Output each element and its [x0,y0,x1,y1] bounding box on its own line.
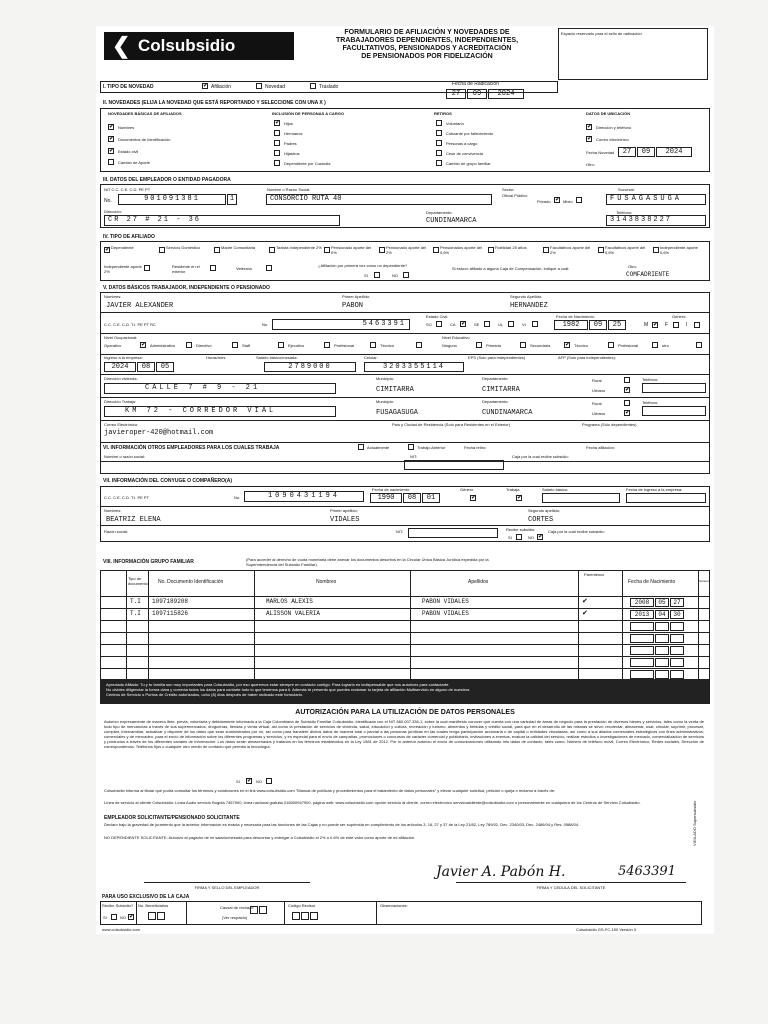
spouse-subsidio-no-checkbox[interactable]: ✔ [538,534,544,540]
caja-beneficiarios-field[interactable] [148,912,166,920]
tipo-afiliado-checkbox[interactable] [433,247,439,253]
authorization-body: Autorizo expresamente de manera libre, previa, voluntaria y debidamente informada a la Caja Colombiana de Subsidio Familiar Colsubsidio, identificada con el NIT 860.007.336-1, sobre la cual manifiesto conocer que cuenta con una variedad de áreas de negocio para la prestación de diversos bienes y servicios, tales como la venta de todo tipo de mercancías a través de sus supermercados, droguerías, tiendas y venta virtual, así como la prestación de servicios de vivienda, salud, educación y cultura, recreación y turismo, alimentos y bebidas y crédito social, para que en el desarrollo de las mismas se sirva: recolectar, almacenar, usar, circular, suprimir, procesar, compilar, intercambiar, actualizar y disponer de los datos que sean suministrados por mí, así como para transferir dichos datos de manera total o parcial a las personas jurídicas en las cuales tenga participación accionaria o de capital o entidades vinculadas, así como a sus aliados comerciales estratégicos con fines administrativos, comerciales y de mercadeo, para el envío de información sobre los diferentes programas y servicios, y en especial para el envío de campañas, promociones o concursos de carácter comercial y publicitario, invitaciones a eventos, evaluar la calidad del servicio, realizar estudios o investigaciones de mercado, comercialización de servicios y productos a través de los diferentes canales de información. Los datos serán almacenados y tratados en los términos establecidos en la Ley 1581 de 2012. Por lo anterior autorizo el envío de comunicaciones utilizando mis datos de contacto, tales como: Número de teléfono móvil, Correo Electrónico, Redes sociales, Dirección de correspondencia, Teléfonos fijos o cualquier otro medio de contacto que permita la tecnología. [104,719,704,749]
other-employer-nit[interactable] [404,460,504,470]
genero-label: F [665,322,669,328]
spouse-last-name-2[interactable]: CORTES [528,516,554,524]
tipo-afiliado-checkbox[interactable] [269,247,275,253]
veterano-checkbox[interactable] [266,265,272,271]
estado-civil-row [426,321,546,331]
section-v-label: V. DATOS BÁSICOS TRABAJADOR, INDEPENDIENTE O PENSIONADO [103,285,270,291]
nivel-ocupacional-label: Operativo [104,343,122,348]
residente-exterior-checkbox[interactable] [210,265,216,271]
hijastros-checkbox[interactable] [274,150,280,156]
padres-checkbox[interactable] [274,140,280,146]
genero-checkbox[interactable] [694,322,700,328]
family-apellidos[interactable]: PABON VIDALES [422,598,469,605]
nivel-ocupacional-checkbox[interactable]: ✔ [141,342,147,348]
employer-nit[interactable]: 901091381 1 [118,194,238,205]
home-urban-checkbox[interactable]: ✔ [625,387,631,393]
footer-version: Colsubsidio GS-FC-190 Versión 3 [576,927,637,932]
family-row [100,644,710,656]
tipo-afiliado-label: Pensionados aporte del 0,6% [440,245,483,255]
employer-address-field[interactable]: CR 27 # 21 - 36 [104,215,340,226]
worker-first-names[interactable]: JAVIER ALEXANDER [106,302,174,310]
parentesco-check-icon: ✔ [582,610,588,617]
custodia-checkbox[interactable] [274,160,280,166]
documentos-checkbox[interactable]: ✔ [109,136,115,142]
estado-civil-label: CA [450,322,456,327]
section-iv-label: IV. TIPO DE AFILIADO [103,234,155,240]
employer-department-field[interactable]: CUNDINAMARCA [426,217,477,225]
estado-civil-label: UL [498,322,504,327]
nivel-educativo-label: Ninguno [442,343,457,348]
worker-salary-field[interactable]: 2789000 [264,362,356,372]
afiliacion-checkbox[interactable]: ✔ [203,83,209,89]
authorization-title: AUTORIZACIÓN PARA LA UTILIZACIÓN DE DATOS PERSONALES [295,709,515,716]
nivel-ocupacional-checkbox[interactable] [416,342,422,348]
employer-declaration: Declaro bajo la gravedad de juramento que la anterior información es exacta y necesaria para las funciones de las Cajas y no puede ser suprimida en cumplimiento de los artículos 3, 16, 27 y 37 de la Ley 21/82, Ley 789/02, Dec. 2340/03, Dec. 2486/04 y Res. 0588/04. [104,822,580,827]
retiro-fallecimiento-checkbox[interactable] [436,130,442,136]
family-birthdate[interactable] [630,634,685,643]
family-doc[interactable]: 1097115826 [152,610,189,617]
retiro-convivencia-checkbox[interactable] [436,150,442,156]
sucursal-field[interactable]: FUSAGASUGA [606,194,706,205]
family-birthdate[interactable]: 2013 04 30 [630,610,685,619]
family-tipo[interactable]: T.I [130,598,141,605]
nivel-ocupacional-label: Profesional [334,343,355,348]
form-title: FORMULARIO DE AFILIACIÓN Y NOVEDADES DE TRABAJADORES DEPENDIENTES, INDEPENDIENTES, FACULTATIVOS, PENSIONADOS Y ACREDITACIÓN DE PENSIONADOS POR FIDELIZACIÓN [335,29,519,60]
tipo-afiliado-checkbox[interactable]: ✔ [105,247,111,253]
nivel-ocupacional-checkbox[interactable] [186,342,192,348]
family-birthdate[interactable] [630,646,685,655]
nivel-ocupacional-checkbox[interactable] [232,342,238,348]
fecha-radicacion[interactable]: 27 09 2024 [446,89,525,99]
nivel-educativo-label: Secundaria [530,343,551,348]
retiro-voluntario-checkbox[interactable] [436,120,442,126]
family-apellidos[interactable]: PABON VIDALES [422,610,469,617]
work-rural-checkbox[interactable] [624,400,630,406]
genero-label: M [644,322,649,328]
home-phone-field[interactable] [642,383,706,393]
caja-codigo-field[interactable] [292,912,319,920]
retiro-personas-checkbox[interactable] [436,140,442,146]
form-sheet: ❮ Colsubsidio FORMULARIO DE AFILIACIÓN Y NOVEDADES DE TRABAJADORES DEPENDIENTES, INDEPENDIENTES, FACULTATIVOS, PENSIONADOS Y ACREDITACIÓN DE PENSIONADOS POR FIDELIZACIÓN Espacio reservado para el sello de radicación I. TIPO DE NOVEDAD ✔ Afiliación Novedad Traslado Fecha de Radicación 27 09 2024 II. NOVEDADES (ELIJA LA NOVEDAD QUE ESTÁ REPORTANDO Y SELECCIONE CON UNA X ) NOVEDADES BÁSICAS DE AFILIADOS INCLUSIÓN DE PERSONAS A CARGO RETIROS DATOS DE UBICACIÓN ✔ Nombres ✔ Documentos de Identificación ✔ Estado civil Cambio de Aporte ✔ Hijos Hermanos Padres Hijastros Dependiente por Custodia Voluntario Cotizante por fallecimiento Personas a cargo Cese de convivencia Cambio de grupo familiar ✔ Dirección y teléfono ✔ Correo electrónico Otro: Fecha Novedad 27 09 2024 III. DATOS DEL EMPLEADOR O ENTIDAD PAGADORA NIT C.C. C.E. C.D. PE PT No. 901091381 1 Nombre o Razón Social: CONSORCIO RUTA 40 Sector: Oficial Público Privado ✔ Mixto Sucursal: FUSAGASUGA Dirección: CR 27 # 21 - 36 Departamento: CUNDINAMARCA Teléfono: 3143838227 IV. TIPO DE AFILIADO Dependiente ✔ Servicio Doméstico Madre Comunitaria Taxista Independiente 2% Pensionado aporte del 0% Pensionado aporte del 2% Pensionados aporte del 0,6% Fidelidad 25 años Facultativos aporte del 2% Facultativos aporte del 0,6% Independiente aporte 0,6% Independiente aporte 2% Residente en el exterior Veterano ¿Afiliación por primera vez como no dependiente? SI NO Si estuvo afiliado a alguna Caja de Compensación, indique a cuál: Otro: COMFADRIENTE V. DATOS BÁSICOS TRABAJADOR, INDEPENDIENTE O PENSIONADO Nombres: JAVIER ALEXANDER Primer Apellido: PABON Segundo Apellido: HERNANDEZ C.C. C.E. C.D. T.I. PE PT RC No. 5463391 Estado Civil: SO CA ✔ SE UL VI Fecha de Nacimiento: 1982 09 25 Género: M ✔ F I Nivel Ocupacional: Operativo ✔ Administrativo Directivo Staff Ejecutivo Profesional Técnico Nivel Educativo Ninguno Primaria Secundaria ✔ Técnico Profesional otro Ingreso a la empresa: 2024 08 05 Horas/mes Salario básico/mesada: 2789000 Celular: 3203355114 EPS (Solo para independientes) AFP (Solo para independientes): Dirección vivienda: CALLE 7 # 9 - 21 Municipio: CIMITARRA Departamento: CIMITARRA Rural Urbano ✔ Teléfono: Dirección Trabajo: KM 72 - CORREDOR VIAL Municipio: FUSAGASUGA Departamento: CUNDINAMARCA Rural Urbano ✔ Teléfono: Correo Electrónico: javieroper-420@hotmail.com País y Ciudad de Residencia (Solo para Residentes en el Exterior) Programa (Sólo dependientes) VI. INFORMACIÓN OTROS EMPLEADORES PARA LOS CUALES TRABAJA Actualmente Trabajo Anterior Fecha retiro: Fecha afiliación: Nombre o razón social: NIT: Caja por la cual recibe subsidio: VII. INFORMACIÓN DEL CONYUGE O COMPAÑERO(A) C.C. C.E. C.D. T.I. PE PT No. 1090431194 Fecha de nacimiento: 1990 08 01 Género ✔ Trabaja ✔ Salario básico: Fecha de ingreso a la empresa: Nombres: BEATRIZ ELENA Primer apellido: VIDALES Segundo apellido: CORTES Razón social: NIT: Recibe subsidio: SI NO ✔ Caja por la cual recibe subsidio: VIII. INFORMACIÓN GRUPO FAMILIAR (Para acceder al derecho de cuota monetaria debe anexar los documentos descritos en la Circular Única Básica Jurídica expedida por la Superintendencia del Subsidio Familiar). Tipo de documento No. Documento Identificación Nombres Apellidos Parentesco Fecha de Nacimiento Género 2008 05 27 T.I 1097189208 MARLOS ALEXIS PABON VIDALES ✔ 2013 04 30 T.I 1097115826 ALISSON VALERIA PABON VIDALES ✔ Apreciado Afiliado: Tu y tu familia son muy importantes para Colsubsidio, por eso queremos estar siempre en contacto contigo. Para lograrlo es indispensable que nos autorices para contactarte. No olvides diligenciar la forma clara y correcta todos los datos para contarte todo lo que tenemos para ti. Además te presento que puedes reclamar tu tarjeta de afiliación Multiservicio en alguno de nuestros Centros de Servicio o Puntos de Crédito autorizados, ocho (8) días después de haber radicado este formulario. AUTORIZACIÓN PARA LA UTILIZACIÓN DE DATOS PERSONALES Autorizo expresamente de manera libre, previa, voluntaria y debidamente informada a la Caja Colombiana de Subsidio Familiar Colsubsidio, identificada con el NIT 860.007.336-1, sobre la cual manifiesto conocer que cuenta con una variedad de áreas de negocio para la prestación de diversos bienes y servicios, tales como la venta de todo tipo de mercancías a través de sus supermercados, droguerías, tiendas y venta virtual, así como la prestación de servicios de vivienda, salud, educación y cultura, recreación y turismo, alimentos y bebidas y crédito social, para que en el desarrollo de las mismas se sirva: recolectar, almacenar, usar, circular, suprimir, procesar, compilar, intercambiar, actualizar y disponer de los datos que sean suministrados por mí, así como para transferir dichos datos de manera total o parcial a las personas jurídicas en las cuales tenga participación accionaria o de capital o entidades vinculadas, así como a sus aliados comerciales estratégicos con fines administrativos, comerciales y de mercadeo, para el envío de información sobre los diferentes programas y servicios, y en especial para el envío de campañas, promociones o concursos de carácter comercial y publicitario, invitaciones a eventos, evaluar la calidad del servicio, realizar estudios o investigaciones de mercado, comercialización de servicios y productos a través de los diferentes canales de información. Los datos serán almacenados y tratados en los términos establecidos en la Ley 1581 de 2012. Por lo anterior autorizo el envío de comunicaciones utilizando mis datos de contacto, tales como: Número de teléfono móvil, Correo Electrónico, Redes sociales, Dirección de correspondencia, Teléfonos fijos o cualquier otro medio de contacto que permita la tecnología. SI ✔ NO Colsubsidio informa al titular que podrá consultar los términos y condiciones en el link www.colsubsidio.com "Manual de políticas y procedimientos para el tratamiento de datos personales" y elevar cualquier solicitud, petición o queja o reclamo a través de: Línea de servicio al cliente Colsubsidio: Línea Audio servicio Bogotá 7457900, línea nacional gratuita 018000947900, página web: www.colsubsidio.com opción servicio al cliente, correo electrónico servicioalcliente@colsubsidio.com o personalmente en cualquiera de los Centros de Servicio Colsubsidio. EMPLEADOR SOLICITANTE/PENSIONADO SOLICITANTE Declaro bajo la gravedad de juramento que la anterior información es exacta y necesaria para las funciones de las Cajas y no puede ser suprimida en cumplimiento de los artículos 3, 16, 27 y 37 de la Ley 21/82, Ley 789/02, Dec. 2340/03, Dec. 2486/04 y Res. 0588/04. NO DEPENDIENTE SOLICITANTE: Autorizo al pagador de mi salario/mesada para descontar y entregar a Colsubsidio el 2% o 0.6% de este valor como aporte de mi afiliación. FIRMA Y SELLO DEL EMPLEADOR Javier A. Pabón H. 5463391 FIRMA Y CEDULA DEL SOLICITANTE PARA USO EXCLUSIVO DE LA CAJA Recibe Subsidio? SI NO ✔ No. Beneficiarios Causal de rechazo (Ver respaldo) Código Revisor Observaciones: www.colsubsidio.com Colsubsidio GS-FC-190 Versión 3 VIGILADO Supersubsidio [96,26,714,934]
work-municipality[interactable]: FUSAGASUGA [376,409,419,417]
novedad-checkbox[interactable] [256,83,262,89]
spouse-first-names[interactable]: BEATRIZ ELENA [106,516,161,524]
estado-civil-label: SE [474,322,480,327]
nivel-ocupacional-label: Staff [242,343,251,348]
nivel-educativo-checkbox[interactable] [696,342,702,348]
genero-row [644,321,708,331]
independiente-2-checkbox[interactable] [144,265,150,271]
trabajo-anterior-checkbox[interactable] [408,444,414,450]
contact-notice: Apreciado Afiliado: Tu y tu familia son muy importantes para Colsubsidio, por eso queremos estar siempre en contacto contigo. Para lograrlo es indispensable que nos autorices para contactarte. No olvides diligenciar la forma clara y correcta todos los datos para contarte todo lo que tenemos para ti. Además te presento que puedes reclamar tu tarjeta de afiliación Multiservicio en alguno de nuestros Centros de Servicio o Puntos de Crédito autorizados, ocho (8) días después de haber radicado este formulario. [100,680,710,704]
first-time-no-checkbox[interactable] [403,272,409,278]
estado-civil-checkbox[interactable] [508,321,514,327]
section-i-label: I. TIPO DE NOVEDAD [103,84,154,90]
tipo-afiliado-checkbox[interactable] [598,247,604,253]
family-birthdate[interactable] [630,658,685,667]
worker-birthdate[interactable]: 1982 09 25 [554,320,627,330]
tipo-afiliado-label: Taxista Independiente 2% [276,245,322,250]
tipo-afiliado-label: Facultativos aporte del 0,6% [605,245,646,255]
spouse-subsidio-si-checkbox[interactable] [516,534,522,540]
footer-url: www.colsubsidio.com [102,927,141,932]
home-rural-checkbox[interactable] [624,377,630,383]
tipo-afiliado-label: Madre Comunitaria [221,245,256,250]
authorization-policy: Colsubsidio informa al titular que podrá consultar los términos y condiciones en el link www.colsubsidio.com "Manual de políticas y procedimientos para el tratamiento de datos personales" y elevar cualquier solicitud, petición o queja o reclamo a través de: [104,788,556,793]
fecha-radicacion-label: Fecha de Radicación [452,81,499,87]
nivel-educativo-label: Primaria [486,343,501,348]
nivel-educativo-label: Técnico [574,343,589,348]
home-address-field[interactable]: CALLE 7 # 9 - 21 [104,383,336,394]
tipo-afiliado-label: Pensionado aporte del 0% [331,245,372,255]
estado-civil-checkbox[interactable]: ✔ [461,321,467,327]
colsubsidio-logo [104,32,294,60]
hijos-checkbox[interactable]: ✔ [275,120,281,126]
correo-checkbox[interactable]: ✔ [587,136,593,142]
spouse-employer-nit[interactable] [408,528,498,538]
nombres-checkbox[interactable]: ✔ [109,124,115,130]
nivel-ocupacional-label: Técnico [380,343,395,348]
estado-civil-checkbox[interactable]: ✔ [109,148,115,154]
logo-mark-icon: ❮ [112,33,131,58]
family-tipo[interactable]: T.I [130,610,141,617]
tipo-afiliado-label: Fidelidad 25 años [495,245,527,250]
nivel-educativo-checkbox[interactable]: ✔ [565,342,571,348]
spouse-genero-f-checkbox[interactable]: ✔ [471,495,477,501]
family-row [100,668,710,680]
worker-email-field[interactable]: javieroper-420@hotmail.com [104,429,214,437]
worker-start-date[interactable]: 2024 08 05 [104,362,175,372]
home-department[interactable]: CIMITARRA [482,386,520,394]
estado-civil-checkbox[interactable] [484,321,490,327]
caja-recibe-no-checkbox[interactable]: ✔ [129,914,135,920]
family-nombres[interactable]: ALISSON VALERIA [266,610,321,617]
section-vii-label: VII. INFORMACIÓN DEL CONYUGE O COMPAÑERO(A) [103,478,232,484]
family-birthdate[interactable] [630,622,685,631]
family-row [100,608,710,620]
employer-phone-field[interactable]: 3143838227 [606,215,706,226]
traslado-checkbox[interactable] [310,83,316,89]
family-birthdate[interactable] [630,670,685,679]
spouse-birthdate[interactable]: 1990 08 01 [370,493,441,503]
authorization-no-checkbox[interactable] [266,778,272,784]
logo-text: Colsubsidio [138,36,236,55]
applicant-signature-cc: 5463391 [618,864,676,879]
applicant-signature: Javier A. Pabón H. [436,864,566,880]
parentesco-check-icon: ✔ [582,598,588,605]
genero-checkbox[interactable] [673,322,679,328]
sector-mixto-checkbox[interactable] [576,197,582,203]
applicant-signature-label: FIRMA Y CEDULA DEL SOLICITANTE [536,885,606,890]
family-doc[interactable]: 1097189208 [152,598,189,605]
genero-checkbox[interactable]: ✔ [653,322,659,328]
nivel-ocupacional-checkbox[interactable] [278,342,284,348]
section-iii-label: III. DATOS DEL EMPLEADOR O ENTIDAD PAGADORA [103,177,231,183]
worker-last-name-1[interactable]: PABON [342,302,364,310]
authorization-channels: Línea de servicio al cliente Colsubsidio: Línea Audio servicio Bogotá 7457900, línea nacional gratuita 018000947900, página web: www.colsubsidio.com opción servicio al cliente, correo electrónico servicioalcliente@colsubsidio.com o personalmente en cualquiera de los Centros de Servicio Colsubsidio. [104,800,641,805]
family-row [100,656,710,668]
employer-declaration-title: EMPLEADOR SOLICITANTE/PENSIONADO SOLICITANTE [104,815,240,821]
family-rows [100,596,710,680]
nivel-educativo-checkbox[interactable] [476,342,482,348]
section-ii-label: II. NOVEDADES (ELIJA LA NOVEDAD QUE ESTÁ REPORTANDO Y SELECCIONE CON UNA X ) [103,100,326,106]
actualmente-checkbox[interactable] [358,444,364,450]
family-row [100,596,710,608]
direccion-telefono-checkbox[interactable]: ✔ [587,124,593,130]
work-department[interactable]: CUNDINAMARCA [482,409,533,417]
home-municipality[interactable]: CIMITARRA [376,386,414,394]
tipo-afiliado-checkbox[interactable] [653,247,659,253]
nivel-ocupacional-label: Ejecutivo [288,343,305,348]
worker-document-field[interactable]: 5463391 [272,319,410,330]
dependent-declaration: NO DEPENDIENTE SOLICITANTE: Autorizo al pagador de mi salario/mesada para descontar y entregar a Colsubsidio el 2% o 0.6% de este valor como aporte de mi afiliación. [104,835,416,840]
nivel-ocupacional-label: Directivo [196,343,212,348]
nivel-educativo-checkbox[interactable] [608,342,614,348]
spouse-last-name-1[interactable]: VIDALES [330,516,360,524]
section-viii-note: (Para acceder al derecho de cuota monetaria debe anexar los documentos descritos en la Circular Única Básica Jurídica expedida por la Superintendencia del Subsidio Familiar). [246,557,489,567]
employer-name-field[interactable]: CONSORCIO RUTA 40 [266,194,492,205]
tipo-afiliado-checkbox[interactable] [159,247,165,253]
radicacion-stamp-box: Espacio reservado para el sello de radicación [558,28,708,80]
work-urban-checkbox[interactable]: ✔ [625,410,631,416]
otra-caja-value[interactable]: COMFADRIENTE [626,271,670,278]
sector-privado-checkbox[interactable]: ✔ [555,197,561,203]
genero-label: I [686,322,688,328]
tipo-afiliado-checkbox[interactable] [488,247,494,253]
tipo-afiliado-label: Independiente aporte 0,6% [660,245,698,255]
worker-mobile-field[interactable]: 3203355114 [364,362,464,372]
nivel-ocupacional-checkbox[interactable] [324,342,330,348]
nivel-educativo-label: otro [662,343,669,348]
cambio-aporte-checkbox[interactable] [108,159,114,165]
nivel-educativo-checkbox[interactable] [652,342,658,348]
tipo-afiliado-label: Facultativos aporte del 2% [550,245,591,255]
spouse-document-field[interactable]: 1090431194 [244,491,364,502]
nivel-ocupacional-checkbox[interactable] [370,342,376,348]
tipo-afiliado-checkbox[interactable] [324,247,330,253]
tipo-afiliado-checkbox[interactable] [379,247,385,253]
vigilado-label: VIGILADO Supersubsidio [692,800,697,846]
estado-civil-label: VI [522,322,526,327]
caja-causal-field[interactable] [250,906,268,914]
fecha-novedad[interactable]: 27 09 2024 [618,147,693,157]
tipo-afiliado-label: Pensionado aporte del 2% [386,245,427,255]
authorization-si-checkbox[interactable]: ✔ [247,778,253,784]
spouse-trabaja-no-checkbox[interactable]: ✔ [517,495,523,501]
spouse-start-date[interactable] [626,493,706,503]
tipo-afiliado-label: Servicio Doméstico [166,245,201,250]
tipo-afiliado-label: Dependiente [111,245,134,250]
first-time-si-checkbox[interactable] [374,272,380,278]
tipo-afiliado-row [104,245,708,259]
work-address-field[interactable]: KM 72 - CORREDOR VIAL [104,406,336,417]
tipo-afiliado-checkbox[interactable] [543,247,549,253]
caja-recibe-si-checkbox[interactable] [111,914,117,920]
family-row [100,632,710,644]
nivel-educativo-label: Profesional [618,343,639,348]
work-phone-field[interactable] [642,406,706,416]
estado-civil-checkbox[interactable] [436,321,442,327]
estado-civil-label: SO [426,322,432,327]
family-row [100,620,710,632]
worker-last-name-2[interactable]: HERNANDEZ [510,302,548,310]
estado-civil-checkbox[interactable] [532,321,538,327]
caja-use-label: PARA USO EXCLUSIVO DE LA CAJA [102,894,190,900]
tipo-afiliado-checkbox[interactable] [214,247,220,253]
retiro-grupo-checkbox[interactable] [436,160,442,166]
hermanos-checkbox[interactable] [274,130,280,136]
family-nombres[interactable]: MARLOS ALEXIS [266,598,313,605]
section-vi-label: VI. INFORMACIÓN OTROS EMPLEADORES PARA LOS CUALES TRABAJA [103,445,280,451]
employer-signature-label: FIRMA Y SELLO DEL EMPLEADOR [194,885,260,890]
nivel-educativo-row [442,342,708,352]
family-birthdate[interactable]: 2008 05 27 [630,598,685,607]
spouse-salary-field[interactable] [542,493,620,503]
nivel-ocupacional-label: Administrativo [150,343,176,348]
nivel-educativo-checkbox[interactable] [520,342,526,348]
nivel-ocupacional-row [104,342,444,352]
section-viii-label: VIII. INFORMACIÓN GRUPO FAMILIAR [103,559,194,565]
